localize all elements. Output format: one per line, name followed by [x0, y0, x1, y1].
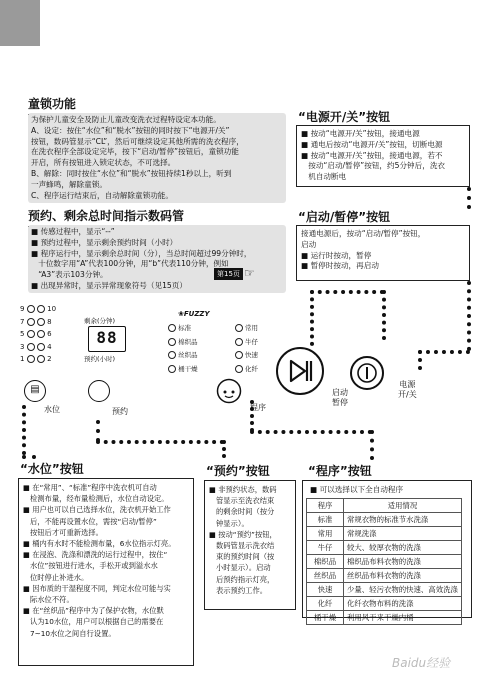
reserve-line: ■ 按动“预约”按钮， [209, 529, 277, 539]
child-lock-line: C、程序运行结束后，自动解除童锁功能。 [31, 190, 173, 200]
water-body [18, 478, 194, 666]
reserve-time-label: 预约(小时) [84, 355, 116, 363]
start-pause-button[interactable] [276, 347, 324, 395]
table-header-cell: 程序 [307, 499, 344, 513]
water-line: 后，不能再设置水位，需按“启动/暂停” [29, 516, 157, 526]
display-line: ■ 程序运行中，显示剩余总时间（分），当总时间超过99分钟时， [31, 248, 252, 258]
start-body [296, 225, 470, 281]
water-level-label: 水位 [44, 405, 60, 414]
connector-line [382, 290, 386, 340]
child-lock-section [28, 95, 268, 115]
water-line: 按钮后才可重新选择。 [29, 527, 103, 537]
connector-line [250, 430, 372, 434]
start-line: ■ 暂停时按动，再启动 [301, 261, 379, 271]
start-title: “启动/暂停”按钮 [298, 210, 391, 224]
reserve-title: “预约”按钮 [206, 464, 270, 478]
water-level-label: 10 [47, 305, 57, 313]
water-level-label: 9 [20, 305, 25, 313]
reserve-line: ■ 非预约状态，数码 [209, 485, 277, 494]
water-section [20, 460, 192, 480]
reserve-button[interactable] [88, 380, 110, 402]
reserve-line: 数码管显示洗衣结 [215, 541, 275, 551]
program-indicators: 标准 常用 棉织品 牛仔 丝织品 快速 桶干燥 化纤 [168, 322, 258, 376]
connector-line [418, 350, 422, 370]
water-level-label: 2 [47, 355, 52, 364]
table-row: 棉织品 棉织品布料衣物的洗涤 [307, 555, 462, 569]
power-title: “电源开/关”按钮 [298, 110, 391, 124]
water-line: ■ 在“丝织品”程序中为了保护衣物，水位默 [23, 606, 164, 616]
child-lock-line: 在洗衣程序全部设定完毕，按下“启动/暂停”按钮后，童锁功能 [31, 147, 239, 157]
connector-line [418, 350, 470, 354]
power-line: 机自动断电 [308, 172, 347, 182]
indicator-light-icon [235, 324, 243, 332]
child-lock-line: 为保护儿童安全及防止儿童改变洗衣过程特设定本功能。 [31, 115, 221, 124]
reserve-button-label: 预约 [112, 407, 128, 416]
water-level-label: 3 [20, 342, 25, 351]
connector-line [222, 440, 226, 458]
child-lock-line: 按钮，数码管显示“CL”，然后可继续设定其他所需的洗衣程序， [31, 136, 244, 146]
child-lock-line: 一声蜂鸣，解除童锁。 [31, 179, 107, 189]
table-row: 化纤 化纤衣物布料的洗涤 [307, 597, 462, 611]
indicator-light-icon [235, 338, 243, 346]
water-level-label: 8 [47, 317, 52, 326]
water-level-indicators [20, 303, 72, 366]
display-line: ■ 预约过程中，显示剩余预约时间（小时） [31, 237, 178, 247]
power-body [296, 125, 470, 187]
display-body [28, 225, 286, 293]
remaining-time-label: 剩余(分钟) [84, 317, 116, 325]
table-header-row [307, 499, 462, 513]
connector-line [96, 440, 224, 444]
child-lock-title: 童锁功能 [28, 97, 77, 111]
program-section [308, 462, 468, 482]
table-row: 牛仔 较大、较厚衣物的洗涤 [307, 541, 462, 555]
watermark: Baidu经验 [392, 656, 451, 670]
connector-line [467, 187, 471, 209]
water-level-label: 6 [47, 330, 52, 339]
digit-display [88, 326, 126, 352]
reserve-line: 后预约指示灯亮， [215, 574, 275, 584]
play-pause-icon [278, 349, 322, 393]
water-level-icon: ▤ [30, 384, 40, 395]
page-reference-tag: 第15页 [214, 268, 243, 280]
water-line: 位时停止补进水。 [29, 572, 89, 582]
water-line: 水位”按钮进行进水，手松开或到溢水水 [29, 561, 158, 571]
water-level-label: 4 [47, 342, 52, 351]
table-row: 常用 常规洗涤 [307, 527, 462, 541]
indicator-light-icon [27, 355, 35, 363]
child-lock-line: B、解除：同时按住“水位”和“脱水”按钮持续1秒以上，听到 [31, 168, 232, 178]
water-line: ■ 在“常用”、“标准”程序中洗衣机可自动 [23, 483, 157, 492]
program-intro: ■ 可以选择以下全自动程序 [310, 485, 404, 494]
indicator-light-icon [235, 351, 243, 359]
table-row: 丝织品 丝织品布料衣物的洗涤 [307, 569, 462, 583]
pointing-hand-icon: ☞ [244, 266, 255, 280]
power-line: ■ 按动“电源开/关”按钮，接通电源 [301, 129, 420, 138]
power-label: 电源 开/关 [398, 380, 417, 399]
water-line: ■ 因布质的干湿程度不同，判定水位可能与实 [23, 583, 171, 593]
reserve-line: 束的预约时间（按 [215, 552, 275, 562]
reserve-line: 管显示至洗衣结束 [215, 496, 275, 506]
connector-line [22, 455, 36, 459]
program-body [302, 480, 472, 622]
display-line: ■ 传感过程中，显示“--” [31, 227, 115, 236]
start-pause-label: 启动 暂停 [332, 388, 348, 407]
power-button[interactable] [350, 356, 384, 390]
reserve-section [206, 462, 292, 482]
water-line: 检测布量，经布量检测后，水位自动设定。 [29, 494, 169, 504]
power-line: 按动“启动/暂停”按钮，约5分钟后，洗衣 [308, 161, 446, 171]
indicator-light-icon [37, 305, 45, 313]
water-line: ■ 用户也可以自己选择水位，洗衣机开始工作 [23, 505, 171, 515]
water-level-button[interactable] [24, 380, 46, 402]
child-lock-line: A、设定：按住“水位”和“脱水”按钮的同时按下“电源开/关” [31, 125, 230, 135]
display-line: 十位数字用“A”代表100分钟，用“b”代表110分钟，例如 [38, 259, 229, 269]
reserve-line: 小时显示）。启动 [215, 563, 271, 573]
page-corner-tab [0, 0, 40, 46]
indicator-light-icon [27, 318, 35, 326]
connector-line [310, 290, 314, 346]
water-line: ■ 在浸泡、洗涤和漂洗的运行过程中，按住“ [23, 550, 168, 560]
program-button-label: 程序 [250, 403, 266, 412]
water-title: “水位”按钮 [20, 462, 84, 476]
reserve-line: 钟显示）。 [215, 518, 249, 528]
connector-line [310, 290, 384, 294]
water-line: ■ 桶内有水时不能检测布量，6水位指示灯亮。 [23, 539, 176, 549]
reserve-line: 表示预约工作。 [215, 585, 268, 595]
brand-logo: ❀FUZZY [178, 310, 210, 318]
start-line: 启动 [301, 239, 317, 249]
display-section [28, 207, 280, 227]
reserve-body [204, 480, 296, 610]
display-title: 预约、剩余总时间指示数码管 [28, 209, 185, 223]
indicator-light-icon [27, 343, 35, 351]
display-line: “A3”表示103分钟。 [38, 270, 108, 280]
program-title: “程序”按钮 [308, 464, 372, 478]
connector-line [96, 420, 100, 442]
table-row: 快速 少量、轻污衣物的快速、高效洗涤 [307, 583, 462, 597]
indicator-light-icon [27, 330, 35, 338]
program-button[interactable] [216, 378, 242, 404]
start-line: ■ 运行时按动，暂停 [301, 250, 372, 260]
water-level-label: 7 [20, 317, 25, 326]
water-level-label: 1 [20, 355, 25, 364]
water-level-label: 5 [20, 330, 25, 339]
display-line: ■ 出现异常时，显示异常现象符号（见15页） [31, 280, 187, 290]
indicator-light-icon [168, 365, 176, 373]
indicator-light-icon [37, 330, 45, 338]
indicator-light-icon [37, 343, 45, 351]
water-line: 认为10水位，用户可以根据自己的需要在 [29, 617, 164, 627]
start-line: 接通电源后，按动“启动/暂停”按钮， [301, 229, 426, 238]
connector-line [467, 281, 471, 351]
water-line: 7~10水位之间自行设置。 [29, 628, 116, 638]
indicator-light-icon [168, 338, 176, 346]
indicator-light-icon [168, 351, 176, 359]
connector-line [22, 405, 26, 455]
connector-line [370, 430, 374, 460]
program-table [306, 498, 462, 625]
indicator-light-icon [37, 355, 45, 363]
face-icon [216, 378, 242, 404]
indicator-light-icon [235, 365, 243, 373]
power-line: ■ 按动“电源开/关”按钮，接通电源，若不 [301, 150, 443, 160]
child-lock-line: 开启，所有按钮进入锁定状态，不可选择。 [31, 158, 176, 168]
power-line: ■ 通电后按动“电源开/关”按钮，切断电源 [301, 139, 443, 149]
indicator-light-icon [37, 318, 45, 326]
digit-readout: 88 [96, 328, 118, 347]
table-row: 桶干燥 利用风干来干燥内桶 [307, 611, 462, 625]
power-icon [352, 358, 382, 388]
table-header-cell: 适用情况 [344, 499, 462, 513]
water-line: 际水位不符。 [29, 595, 74, 605]
reserve-line: 的剩余时间（按分 [215, 507, 275, 517]
indicator-light-icon [27, 305, 35, 313]
child-lock-body [28, 113, 286, 203]
indicator-light-icon [168, 324, 176, 332]
table-row: 标准 常规衣物的标准节水洗涤 [307, 513, 462, 527]
